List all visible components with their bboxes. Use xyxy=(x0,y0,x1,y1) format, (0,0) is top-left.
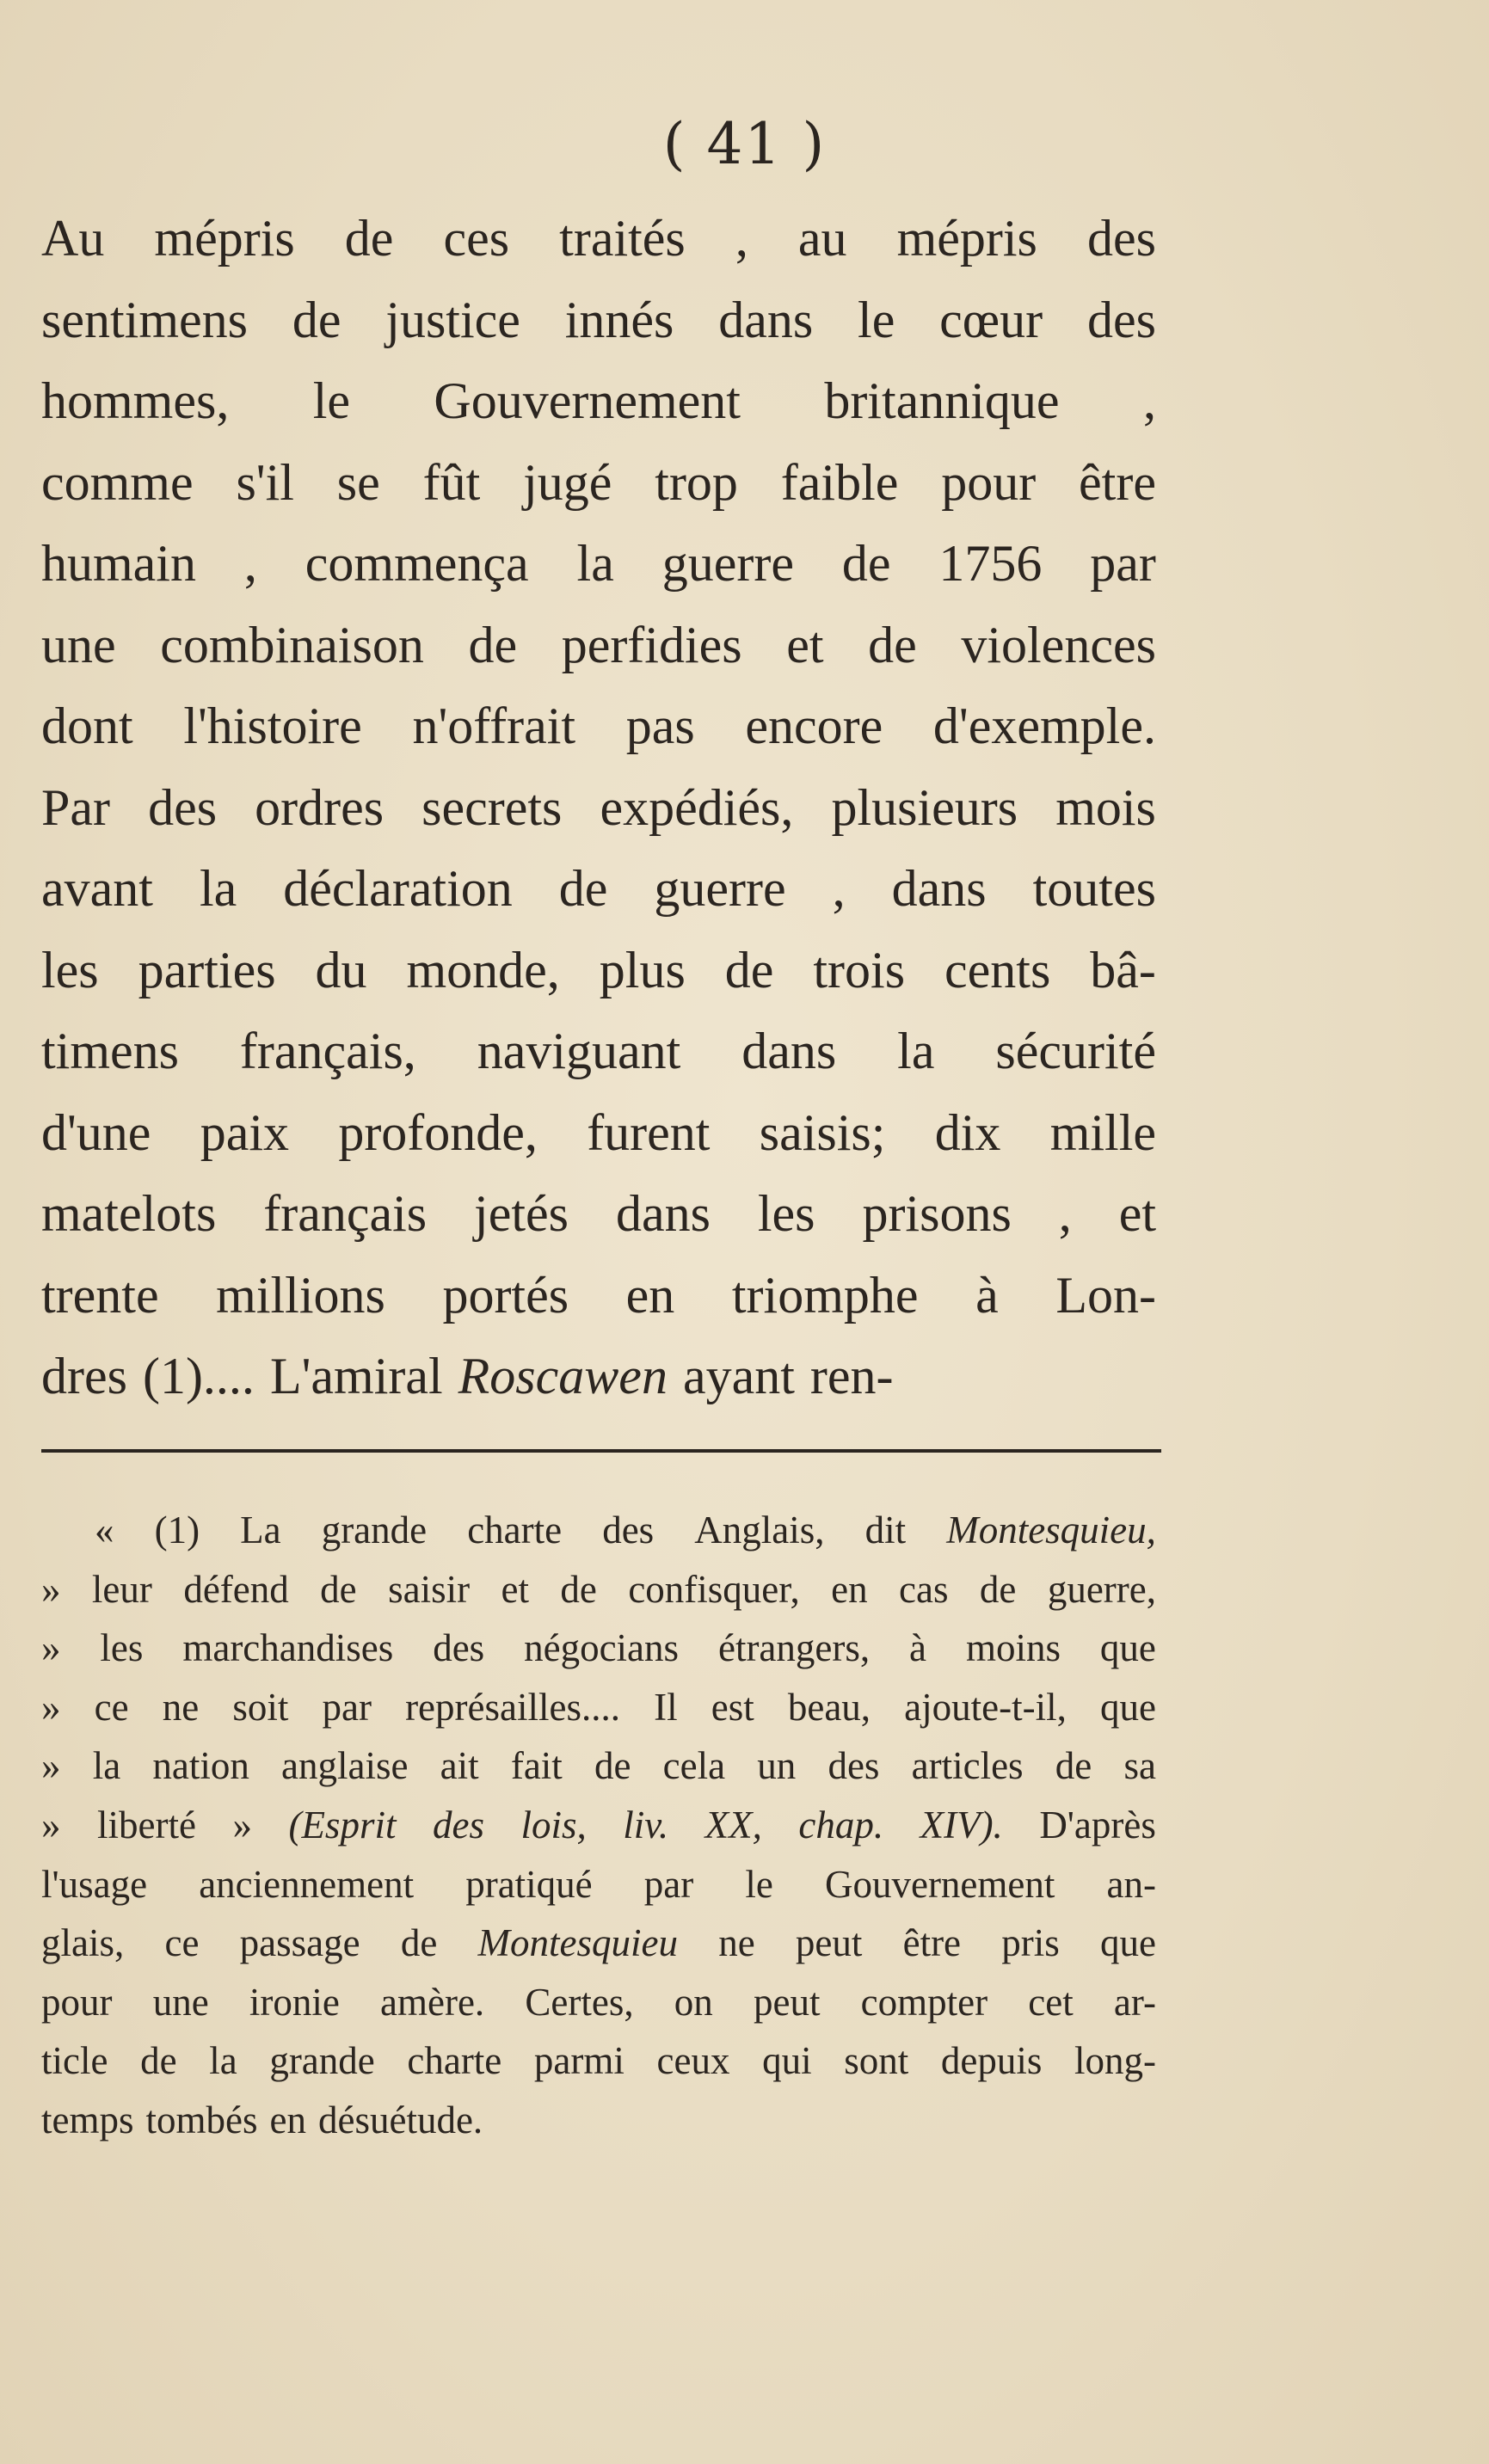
footnote-line: glais, ce passage de Montesquieu ne peut être pris que xyxy=(41,1921,1156,1965)
text-line: comme s'il se fût jugé trop faible pour être xyxy=(41,453,1156,511)
text-line: avant la déclaration de guerre , dans toutes xyxy=(41,860,1156,917)
text-line: une combinaison de perfidies et de violences xyxy=(41,616,1156,673)
text-line: humain , commença la guerre de 1756 par xyxy=(41,535,1156,592)
text-line: les parties du monde, plus de trois cents bâ- xyxy=(41,941,1156,999)
footnote-line: » liberté » (Esprit des lois, liv. XX, chap. XIV). D'après xyxy=(41,1803,1156,1846)
text-line: dont l'histoire n'offrait pas encore d'exemple. xyxy=(41,697,1156,754)
text-line: hommes, le Gouvernement britannique , xyxy=(41,372,1156,429)
text-line: matelots français jetés dans les prisons , et xyxy=(41,1185,1156,1242)
text-line: timens français, naviguant dans la sécurité xyxy=(41,1023,1156,1079)
footnote-line: temps tombés en désuétude. xyxy=(41,2098,483,2141)
text-line: dres (1).... L'amiral Roscawen ayant ren- xyxy=(41,1348,894,1404)
text-line: Par des ordres secrets expédiés, plusieurs mois xyxy=(41,778,1156,836)
footnote-line: pour une ironie amère. Certes, on peut compter cet ar- xyxy=(41,1980,1156,2024)
text-line: d'une paix profonde, furent saisis; dix mille xyxy=(41,1103,1156,1161)
text-line: trente millions portés en triomphe à Lon- xyxy=(41,1266,1156,1324)
footnote-line: » ce ne soit par représailles.... Il est beau, ajoute-t-il, que xyxy=(41,1685,1156,1729)
footnote-line: » les marchandises des négocians étrangers, à moins que xyxy=(41,1626,1156,1670)
text-line: Au mépris de ces traités , au mépris des xyxy=(41,210,1156,267)
footnote xyxy=(41,1501,1156,2150)
footnote-line: » la nation anglaise ait fait de cela un des articles de sa xyxy=(41,1744,1156,1788)
footnote-line: l'usage anciennement pratiqué par le Gouvernement an- xyxy=(41,1862,1156,1906)
text-line: sentimens de justice innés dans le cœur des xyxy=(41,291,1156,348)
footnote-line: « (1) La grande charte des Anglais, dit Montesquieu, xyxy=(95,1509,1156,1552)
footnote-separator-rule xyxy=(41,1449,1161,1453)
footnote-line: ticle de la grande charte parmi ceux qui sont depuis long- xyxy=(41,2039,1156,2083)
footnote-line: » leur défend de saisir et de confisquer, en cas de guerre, xyxy=(41,1567,1156,1611)
main-text xyxy=(41,198,1156,1417)
page-number: ( 41 ) xyxy=(662,111,827,177)
